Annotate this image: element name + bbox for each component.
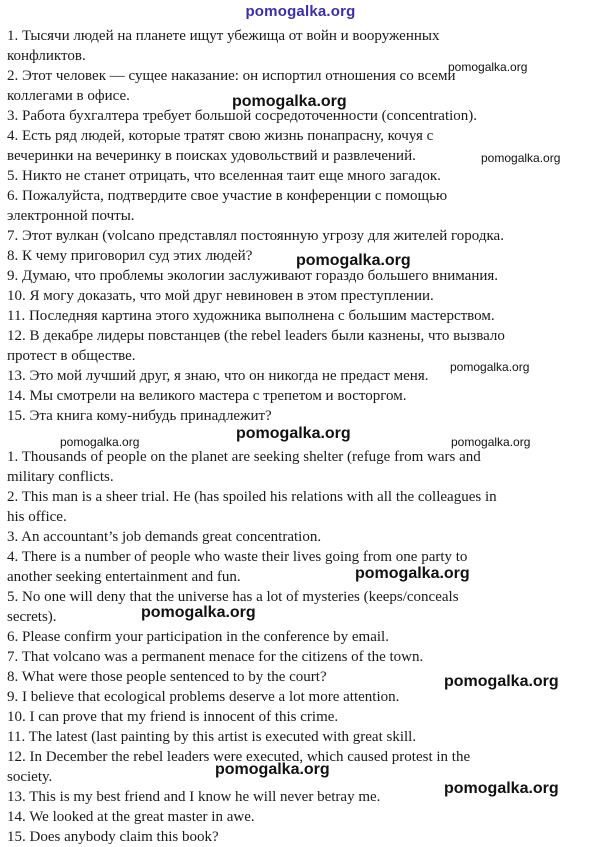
english-line: 10. I can prove that my friend is innocent of this crime. — [7, 709, 339, 725]
watermark: pomogalka.org — [141, 604, 256, 621]
watermark: pomogalka.org — [444, 673, 559, 690]
russian-line: 15. Эта книга кому-нибудь принадлежит? — [7, 408, 272, 424]
english-line: 8. What were those people sentenced to by the court? — [7, 669, 327, 685]
russian-line: 12. В декабре лидеры повстанцев (the rebel leaders были казнены, что вызвало — [7, 328, 505, 344]
russian-line: 1. Тысячи людей на планете ищут убежища от войн и вооруженных — [7, 28, 440, 44]
english-line: another seeking entertainment and fun. — [7, 569, 241, 585]
english-line: 6. Please confirm your participation in the conference by email. — [7, 629, 389, 645]
russian-line: 9. Думаю, что проблемы экологии заслуживают гораздо большего внимания. — [7, 268, 499, 284]
russian-line: 6. Пожалуйста, подтвердите свое участие в конференции с помощью — [7, 188, 448, 204]
russian-line: 7. Этот вулкан (volcano представлял постоянную угрозу для жителей городка. — [7, 228, 504, 244]
watermark: pomogalka.org — [236, 425, 351, 442]
english-line: military conflicts. — [7, 469, 114, 485]
watermark: pomogalka.org — [355, 565, 470, 582]
watermark: pomogalka.org — [451, 435, 531, 449]
russian-line: электронной почты. — [7, 208, 135, 224]
russian-line: вечеринки на вечеринку в поисках удовольствий и развлечений. — [7, 148, 416, 164]
english-line: 15. Does anybody claim this book? — [7, 829, 219, 845]
watermark: pomogalka.org — [481, 151, 561, 165]
russian-line: коллегами в офисе. — [7, 88, 130, 104]
english-line: 4. There is a number of people who waste their lives going from one party to — [7, 549, 468, 565]
english-line: 3. An accountant’s job demands great concentration. — [7, 529, 322, 545]
russian-line: протест в обществе. — [7, 348, 136, 364]
russian-line: 10. Я могу доказать, что мой друг невиновен в этом преступлении. — [7, 288, 434, 304]
english-line: 13. This is my best friend and I know he will never betray me. — [7, 789, 381, 805]
watermark: pomogalka.org — [450, 360, 530, 374]
english-line: 5. No one will deny that the universe has a lot of mysteries (keeps/conceals — [7, 589, 459, 605]
site-title: pomogalka.org — [245, 3, 356, 20]
russian-line: 8. К чему приговорил суд этих людей? — [7, 248, 253, 264]
english-line: 1. Thousands of people on the planet are seeking shelter (refuge from wars and — [7, 449, 481, 465]
watermark: pomogalka.org — [60, 435, 140, 449]
russian-line: 5. Никто не станет отрицать, что вселенная таит еще много загадок. — [7, 168, 441, 184]
english-line: 7. That volcano was a permanent menace for the citizens of the town. — [7, 649, 424, 665]
english-line: secrets). — [7, 609, 57, 625]
watermark: pomogalka.org — [215, 761, 330, 778]
english-line: 11. The latest (last painting by this artist is executed with great skill. — [7, 729, 417, 745]
english-line: 2. This man is a sheer trial. He (has spoiled his relations with all the colleagues in — [7, 489, 497, 505]
english-line: 12. In December the rebel leaders were executed, which caused protest in the — [7, 749, 471, 765]
watermark: pomogalka.org — [296, 252, 411, 269]
watermark: pomogalka.org — [444, 780, 559, 797]
russian-line: 14. Мы смотрели на великого мастера с трепетом и восторгом. — [7, 388, 407, 404]
russian-line: 3. Работа бухгалтера требует большой сосредоточенности (concentration). — [7, 108, 478, 124]
english-line: 14. We looked at the great master in awe. — [7, 809, 255, 825]
english-line: society. — [7, 769, 53, 785]
russian-line: 4. Есть ряд людей, которые тратят свою жизнь понапрасну, кочуя с — [7, 128, 434, 144]
russian-line: 2. Этот человек — сущее наказание: он испортил отношения со всеми — [7, 68, 456, 84]
russian-line: 13. Это мой лучший друг, я знаю, что он никогда не предаст меня. — [7, 368, 429, 384]
russian-line: 11. Последняя картина этого художника выполнена с большим мастерством. — [7, 308, 495, 324]
watermark: pomogalka.org — [232, 93, 347, 110]
english-line: 9. I believe that ecological problems deserve a lot more attention. — [7, 689, 400, 705]
russian-line: конфликтов. — [7, 48, 86, 64]
english-line: his office. — [7, 509, 67, 525]
watermark: pomogalka.org — [448, 60, 528, 74]
